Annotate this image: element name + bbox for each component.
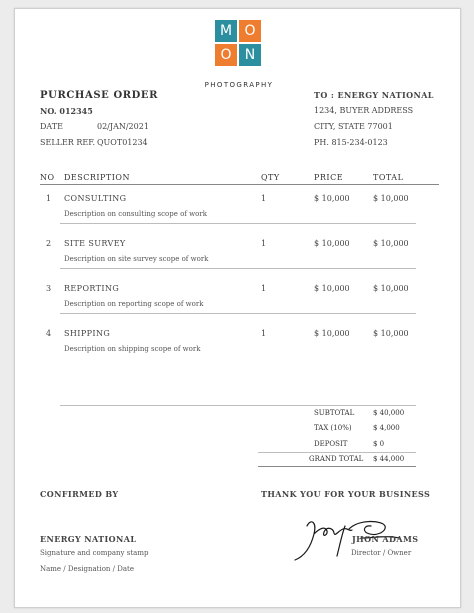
logo-tile-2: O [239,20,261,42]
grand-total-label: GRAND TOTAL [309,455,364,463]
signer-title: Director / Owner [351,549,412,557]
moon-logo [215,20,263,68]
to-title: TO : ENERGY NATIONAL [314,90,434,100]
logo-tile-4: N [239,44,261,66]
signer-name: JHON ADAMS [352,534,419,544]
item-description: Description on site survey scope of work [64,255,209,263]
logo-subtitle: PHOTOGRAPHY [204,81,274,89]
item-price: $ 10,000 [314,284,350,293]
item-price: $ 10,000 [314,239,350,248]
tax-label: TAX (10%) [314,424,352,432]
grand-total-divider [258,466,416,467]
to-phone: PH. 815-234-0123 [314,138,388,147]
signature-stamp-caption: Signature and company stamp [40,549,149,557]
item-qty: 1 [261,239,267,248]
subtotal-value: $ 40,000 [373,409,405,417]
seller-ref-label: SELLER REF. [40,138,96,147]
to-address-line1: 1234, BUYER ADDRESS [314,106,414,115]
row-divider [60,223,416,224]
date-value: 02/JAN/2021 [97,122,149,131]
col-header-qty: QTY [261,173,280,182]
row-divider [60,313,416,314]
row-number: 3 [46,284,52,293]
confirming-company: ENERGY NATIONAL [40,534,137,544]
item-description: Description on consulting scope of work [64,210,207,218]
col-header-description: DESCRIPTION [64,173,130,182]
item-name: SITE SURVEY [64,239,126,248]
col-header-price: PRICE [314,173,344,182]
document-title: PURCHASE ORDER [40,90,159,101]
col-header-no: NO [40,173,55,182]
header-divider [40,184,439,185]
item-qty: 1 [261,329,267,338]
row-number: 2 [46,239,52,248]
to-address-line2: CITY, STATE 77001 [314,122,393,131]
purchase-order-page [14,8,461,608]
thank-you-note: THANK YOU FOR YOUR BUSINESS [261,489,431,499]
item-qty: 1 [261,194,267,203]
deposit-value: $ 0 [373,440,385,448]
item-name: SHIPPING [64,329,111,338]
item-price: $ 10,000 [314,329,350,338]
logo-tile-3: O [215,44,237,66]
subtotal-label: SUBTOTAL [314,409,355,417]
item-total: $ 10,000 [373,239,409,248]
item-description: Description on reporting scope of work [64,300,204,308]
row-number: 4 [46,329,52,338]
totals-divider [258,452,416,453]
row-number: 1 [46,194,52,203]
logo-tile-1: M [215,20,237,42]
seller-ref-value: QUOT01234 [97,138,148,147]
item-total: $ 10,000 [373,284,409,293]
items-end-divider [60,405,416,406]
item-total: $ 10,000 [373,329,409,338]
name-designation-date-caption: Name / Designation / Date [40,565,134,573]
item-qty: 1 [261,284,267,293]
item-total: $ 10,000 [373,194,409,203]
item-price: $ 10,000 [314,194,350,203]
col-header-total: TOTAL [373,173,404,182]
deposit-label: DEPOSIT [314,440,348,448]
row-divider [60,268,416,269]
confirmed-by-label: CONFIRMED BY [40,489,119,499]
item-name: CONSULTING [64,194,127,203]
order-number: NO. 012345 [40,106,93,116]
grand-total-value: $ 44,000 [373,455,405,463]
tax-value: $ 4,000 [373,424,400,432]
item-name: REPORTING [64,284,120,293]
item-description: Description on shipping scope of work [64,345,201,353]
date-label: DATE [40,122,63,131]
